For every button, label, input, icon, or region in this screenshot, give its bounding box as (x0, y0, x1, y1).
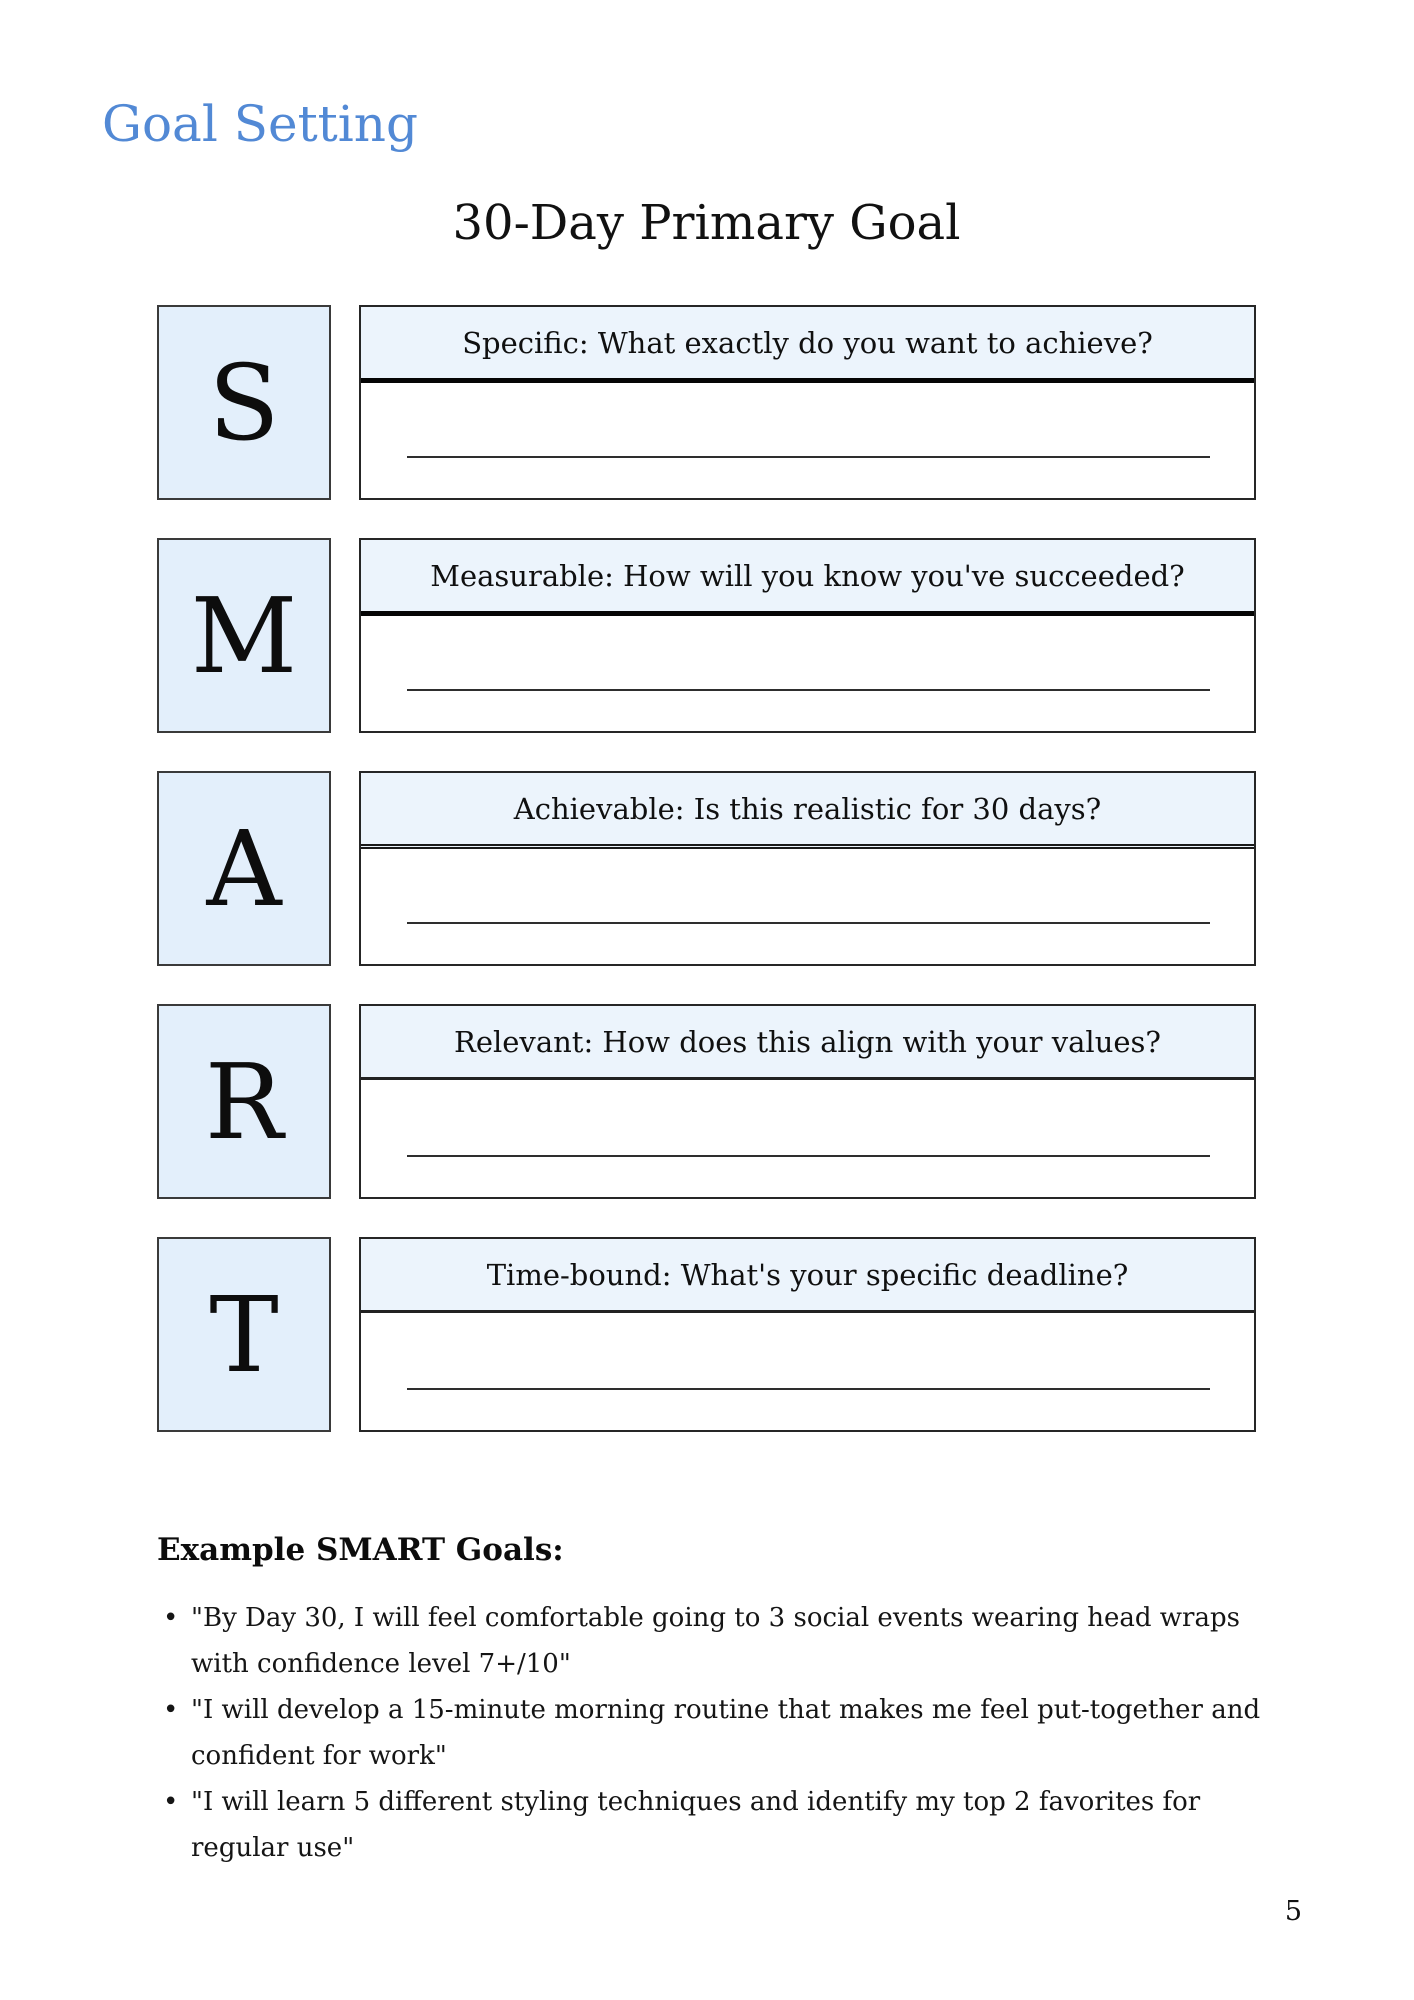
row-prompt: Measurable: How will you know you've succeeded? (361, 540, 1254, 616)
page-number: 5 (1284, 1896, 1302, 1927)
smart-row (157, 1237, 1256, 1432)
row-prompt: Specific: What exactly do you want to achieve? (361, 307, 1254, 383)
worksheet-heading: 30-Day Primary Goal (452, 195, 961, 251)
row-prompt: Achievable: Is this realistic for 30 days? (361, 773, 1254, 849)
row-prompt: Time-bound: What's your specific deadline? (361, 1239, 1254, 1313)
smart-table (157, 305, 1256, 1470)
example-goal-item: • "I will learn 5 different styling techniques and identify my top 2 favorites for regular use" (157, 1779, 1297, 1871)
example-goal-item: • "I will develop a 15-minute morning routine that makes me feel put-together and confident for work" (157, 1687, 1297, 1779)
content-box (359, 1237, 1256, 1432)
content-box (359, 1004, 1256, 1199)
write-in-line[interactable] (407, 1155, 1210, 1157)
content-box (359, 771, 1256, 966)
row-answer-area (361, 616, 1254, 731)
page-title: Goal Setting (102, 95, 418, 153)
write-in-line[interactable] (407, 689, 1210, 691)
letter-box (157, 771, 331, 966)
smart-row (157, 771, 1256, 966)
smart-row (157, 1004, 1256, 1199)
example-list (157, 1595, 1297, 1871)
letter-box (157, 1237, 331, 1432)
examples-section (157, 1532, 1297, 1871)
example-goal-item: • "By Day 30, I will feel comfortable going to 3 social events wearing head wraps with confidence level 7+/10" (157, 1595, 1297, 1687)
examples-heading: Example SMART Goals: (157, 1532, 564, 1568)
letter-box (157, 538, 331, 733)
row-answer-area (361, 849, 1254, 964)
letter-cell-label: S (208, 341, 280, 464)
write-in-line[interactable] (407, 1388, 1210, 1390)
content-box (359, 538, 1256, 733)
letter-box (157, 1004, 331, 1199)
letter-box (157, 305, 331, 500)
letter-cell-label: T (209, 1273, 279, 1396)
row-answer-area (361, 383, 1254, 498)
row-answer-area (361, 1313, 1254, 1430)
row-answer-area (361, 1080, 1254, 1197)
write-in-line[interactable] (407, 922, 1210, 924)
smart-row (157, 538, 1256, 733)
letter-cell-label: M (190, 574, 298, 697)
content-box (359, 305, 1256, 500)
letter-cell-label: A (206, 807, 282, 930)
row-prompt: Relevant: How does this align with your values? (361, 1006, 1254, 1080)
letter-cell-label: R (204, 1040, 284, 1163)
smart-row (157, 305, 1256, 500)
write-in-line[interactable] (407, 456, 1210, 458)
